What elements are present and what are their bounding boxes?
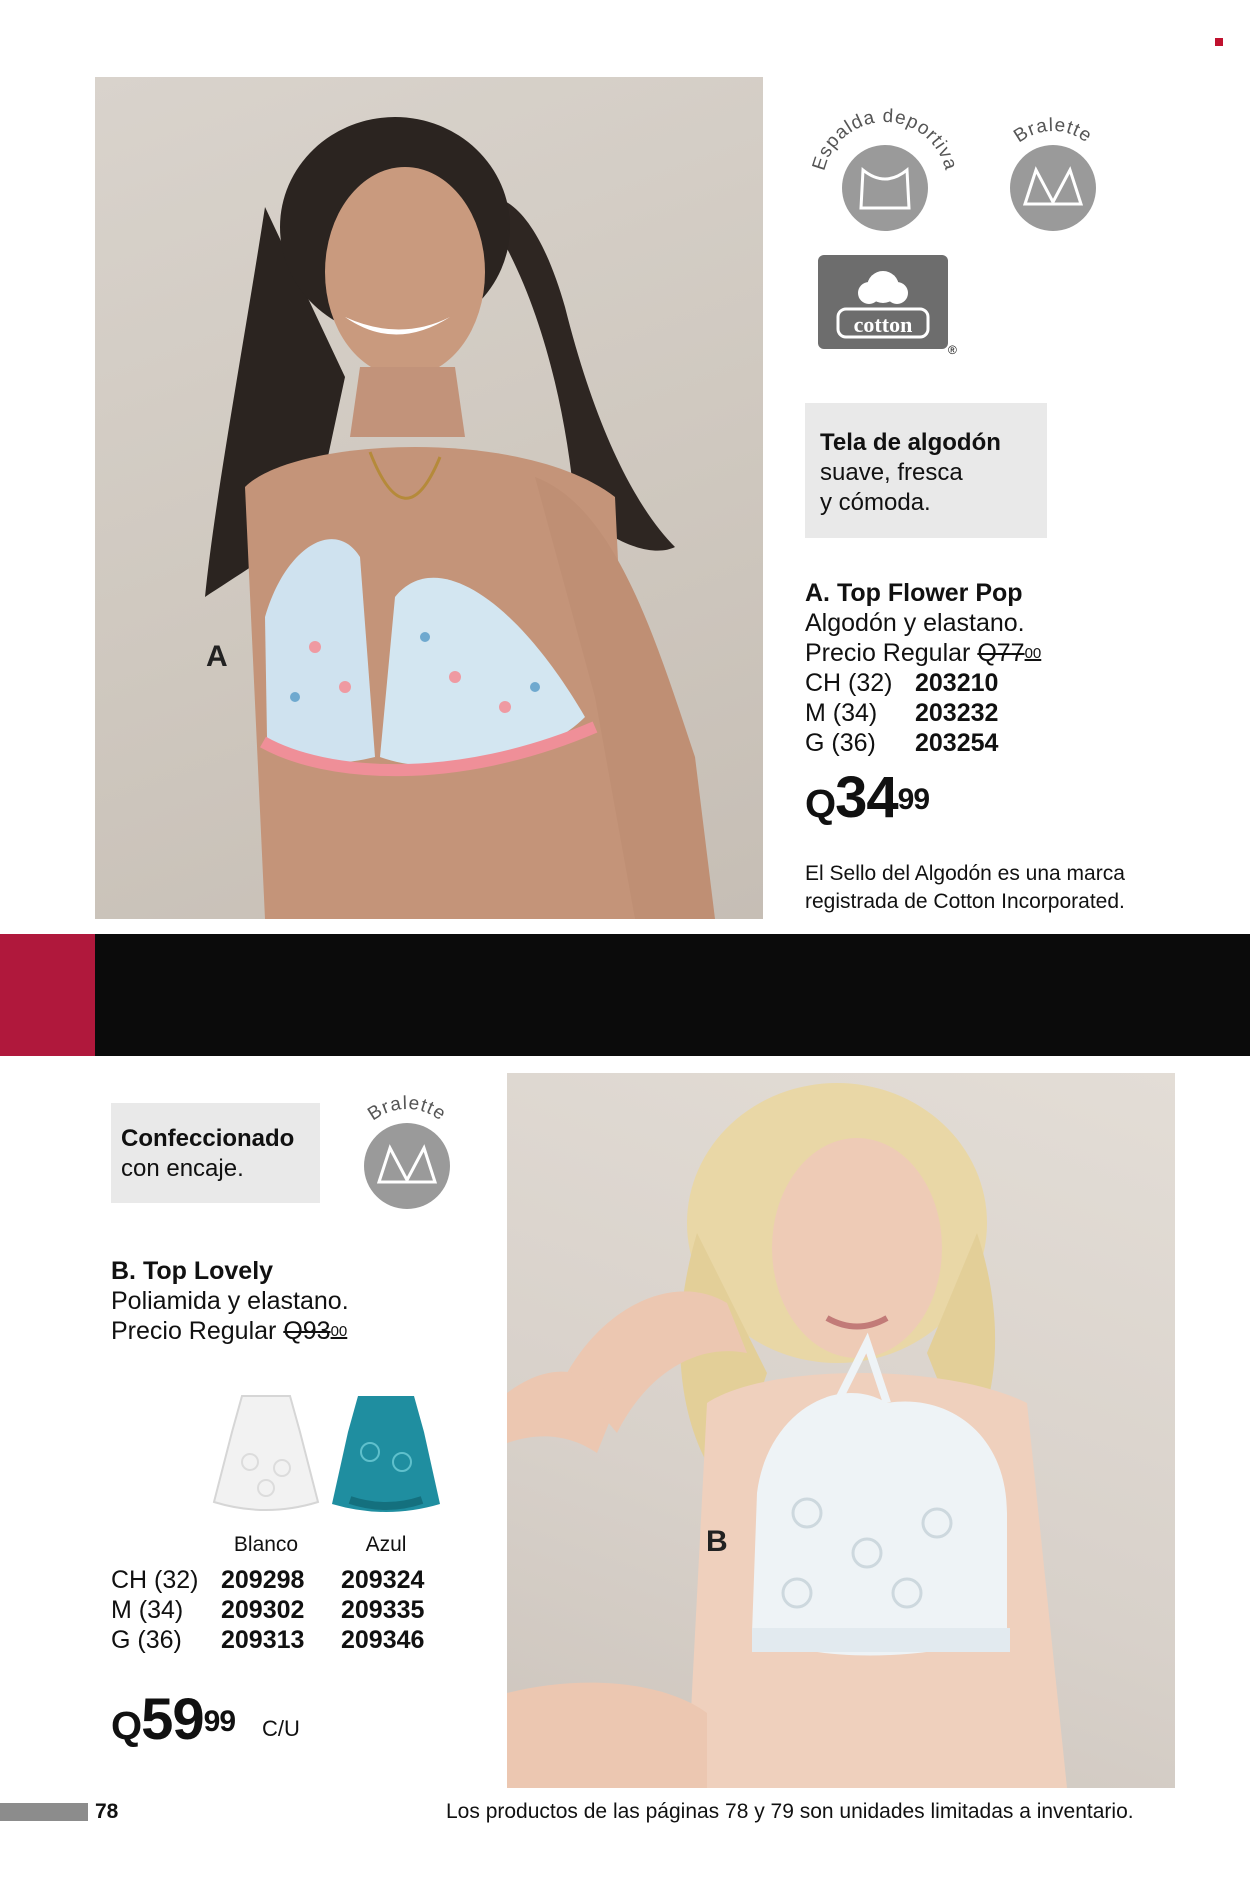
code-azul: 209335	[341, 1596, 425, 1624]
product-a-size-table	[805, 668, 1225, 758]
product-b-size-table	[111, 1565, 491, 1655]
product-b-regular-price-row	[111, 1316, 491, 1346]
size-row	[805, 728, 1225, 758]
sport-back-badge	[805, 92, 965, 232]
size-row	[111, 1625, 491, 1655]
product-b-title: B. Top Lovely	[111, 1257, 274, 1285]
feature-b-line2: con encaje.	[121, 1155, 244, 1182]
product-b-material: Poliamida y elastano.	[111, 1287, 349, 1315]
size-row	[805, 698, 1225, 728]
size-code: 203210	[915, 669, 999, 697]
swatch-azul	[330, 1392, 442, 1522]
product-a-regular-price: $Q77^{00}$	[977, 639, 1042, 667]
code-blanco: 209302	[221, 1596, 305, 1624]
cotton-logo-text: cotton	[853, 312, 913, 337]
sport-back-label: Espalda deportiva	[808, 105, 962, 173]
feature-b-bold: Confeccionado	[121, 1125, 295, 1152]
size-code: 203254	[915, 729, 999, 757]
feature-box-b-text	[121, 1124, 294, 1184]
color-label-azul: Azul	[365, 1533, 407, 1556]
divider-band	[95, 934, 1250, 1056]
size-label: M (34)	[111, 1596, 184, 1624]
blue-lace-bra-icon	[330, 1392, 442, 1522]
footer-disclaimer: Los productos de las páginas 78 y 79 son unidades limitadas a inventario.	[446, 1800, 1134, 1823]
page-number: 78	[95, 1800, 119, 1823]
product-a-photo	[95, 77, 763, 919]
photo-letter-a: A	[206, 640, 228, 673]
code-azul: 209324	[341, 1566, 425, 1594]
size-label: G (36)	[111, 1626, 182, 1654]
product-b-details	[111, 1256, 491, 1346]
feature-a-line3: y cómoda.	[820, 489, 931, 516]
product-a-title: A. Top Flower Pop	[805, 579, 1023, 607]
product-a-material: Algodón y elastano.	[805, 609, 1025, 637]
code-blanco: 209298	[221, 1566, 305, 1594]
size-label: CH (32)	[111, 1566, 199, 1594]
product-b-price-unit: C/U	[262, 1716, 300, 1741]
cotton-logo	[818, 255, 948, 349]
feature-a-bold: Tela de algodón	[820, 429, 1001, 456]
trademark-note: El Sello del Algodón es una marca registrada de Cotton Incorporated.	[805, 862, 1125, 913]
product-b-regular-price: $Q93^{00}$	[283, 1317, 348, 1345]
swatch-blanco	[210, 1392, 322, 1522]
size-row	[111, 1565, 491, 1595]
code-azul: 209346	[341, 1626, 425, 1654]
model-a-illustration	[95, 77, 763, 919]
size-code: 203232	[915, 699, 999, 727]
product-b-photo	[507, 1073, 1175, 1788]
cotton-registered: ®	[948, 343, 957, 357]
size-row	[111, 1595, 491, 1625]
bralette-badge-b	[332, 1070, 482, 1210]
product-a-regular-price-label: Precio Regular	[805, 639, 971, 667]
model-b-illustration	[507, 1073, 1175, 1788]
divider-band-accent	[0, 934, 95, 1056]
product-a-regular-price-row	[805, 638, 1225, 668]
svg-text:Bralette	[1010, 115, 1096, 147]
size-label: CH (32)	[805, 669, 893, 697]
size-row	[805, 668, 1225, 698]
size-label: G (36)	[805, 729, 876, 757]
bralette-label-b: Bralette	[364, 1092, 450, 1126]
feature-a-line2: suave, fresca	[820, 459, 963, 486]
size-label: M (34)	[805, 699, 878, 727]
corner-mark	[1215, 38, 1223, 46]
bralette-badge-a	[978, 92, 1128, 232]
product-a-price: $Q34^{99}$	[805, 765, 930, 830]
feature-box-a-text	[820, 428, 1001, 518]
bralette-label-a: Bralette	[1010, 114, 1096, 148]
color-label-blanco: Blanco	[233, 1533, 299, 1556]
photo-letter-b: B	[706, 1525, 728, 1558]
white-lace-bra-icon	[210, 1392, 322, 1522]
product-b-price: $Q59^{99}$	[111, 1687, 236, 1752]
footer-bar	[0, 1803, 88, 1821]
product-a-details	[805, 578, 1225, 916]
code-blanco: 209313	[221, 1626, 305, 1654]
svg-text:Bralette	[364, 1093, 450, 1125]
product-b-regular-price-label: Precio Regular	[111, 1317, 277, 1345]
